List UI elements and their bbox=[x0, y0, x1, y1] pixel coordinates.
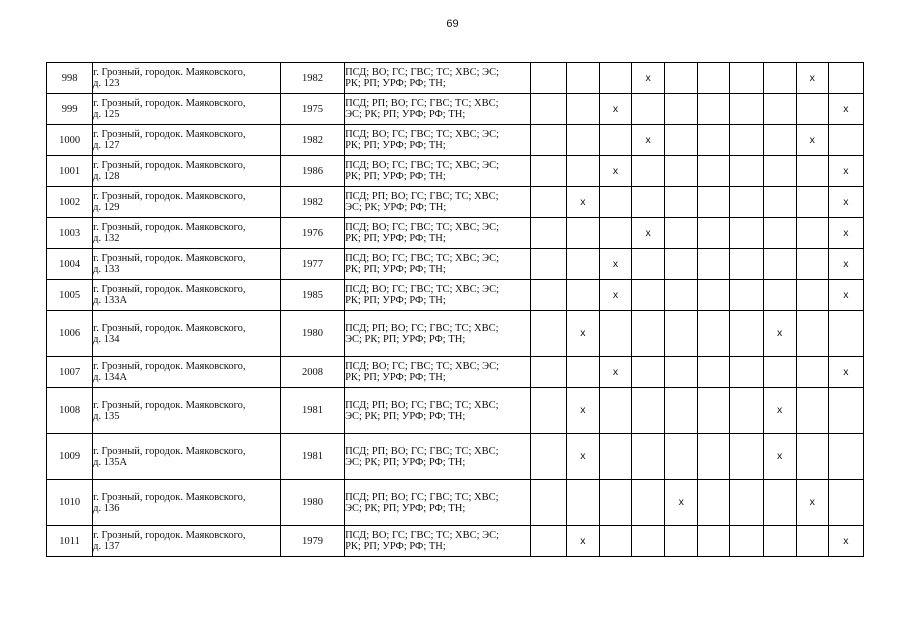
row-number-cell: 1004 bbox=[47, 249, 93, 280]
utilities-line: ЭС; РК; РП; УРФ; РФ; ТН; bbox=[345, 502, 466, 514]
row-number-cell: 1003 bbox=[47, 218, 93, 249]
address-line: д. 137 bbox=[93, 541, 120, 552]
mark-cell: х bbox=[763, 434, 796, 480]
row-number-cell: 1005 bbox=[47, 280, 93, 311]
mark-cell bbox=[665, 125, 698, 156]
utilities-line: ПСД; РП; ВО; ГС; ГВС; ТС; ХВС; bbox=[345, 98, 499, 109]
mark-cell: х bbox=[828, 280, 863, 311]
address-line: д. 134 bbox=[93, 333, 120, 345]
mark-cell bbox=[730, 311, 763, 357]
utilities-line: ПСД; РП; ВО; ГС; ГВС; ТС; ХВС; bbox=[345, 445, 499, 457]
mark-cell bbox=[632, 311, 665, 357]
mark-cell bbox=[665, 218, 698, 249]
mark-cell bbox=[763, 94, 796, 125]
mark-cell bbox=[566, 357, 599, 388]
mark-cell bbox=[566, 94, 599, 125]
mark-cell bbox=[763, 218, 796, 249]
mark-cell: х bbox=[763, 311, 796, 357]
address-cell bbox=[93, 357, 281, 388]
mark-cell bbox=[530, 526, 566, 557]
utilities-line: РК; РП; УРФ; РФ; ТН; bbox=[345, 264, 446, 275]
mark-cell bbox=[530, 249, 566, 280]
mark-cell bbox=[599, 311, 631, 357]
mark-cell bbox=[730, 280, 763, 311]
row-number-cell: 1002 bbox=[47, 187, 93, 218]
mark-cell bbox=[796, 526, 828, 557]
address-line: г. Грозный, городок. Маяковского, bbox=[93, 98, 246, 109]
mark-cell bbox=[632, 480, 665, 526]
mark-cell: х bbox=[796, 63, 828, 94]
address-line: г. Грозный, городок. Маяковского, bbox=[93, 160, 246, 171]
address-line: д. 128 bbox=[93, 171, 120, 182]
mark-cell bbox=[665, 357, 698, 388]
table-row bbox=[47, 480, 864, 526]
address-line: г. Грозный, городок. Маяковского, bbox=[93, 129, 246, 140]
utilities-line: ПСД; ВО; ГС; ГВС; ТС; ХВС; ЭС; bbox=[345, 361, 500, 372]
mark-cell: х bbox=[599, 357, 631, 388]
address-line: г. Грозный, городок. Маяковского, bbox=[93, 361, 246, 372]
mark-cell bbox=[730, 218, 763, 249]
row-number-cell: 1011 bbox=[47, 526, 93, 557]
mark-cell bbox=[763, 249, 796, 280]
mark-cell bbox=[796, 94, 828, 125]
address-line: д. 133А bbox=[93, 295, 128, 306]
year-cell: 2008 bbox=[280, 357, 344, 388]
address-cell bbox=[93, 280, 281, 311]
address-line: г. Грозный, городок. Маяковского, bbox=[93, 253, 246, 264]
year-cell: 1975 bbox=[280, 94, 344, 125]
row-number-cell: 1008 bbox=[47, 388, 93, 434]
address-line: г. Грозный, городок. Маяковского, bbox=[93, 191, 246, 202]
address-line: г. Грозный, городок. Маяковского, bbox=[93, 445, 246, 457]
address-line: д. 125 bbox=[93, 109, 120, 120]
mark-cell bbox=[530, 187, 566, 218]
mark-cell bbox=[599, 388, 631, 434]
utilities-line: ЭС; РК; УРФ; РФ; ТН; bbox=[345, 202, 447, 213]
table-row bbox=[47, 187, 864, 218]
mark-cell bbox=[828, 480, 863, 526]
utilities-line: РК; РП; УРФ; РФ; ТН; bbox=[345, 541, 446, 552]
utilities-cell bbox=[345, 94, 531, 125]
utilities-line: ПСД; РП; ВО; ГС; ГВС; ТС; ХВС; bbox=[345, 491, 499, 503]
utilities-cell bbox=[345, 187, 531, 218]
mark-cell bbox=[632, 357, 665, 388]
mark-cell bbox=[796, 249, 828, 280]
utilities-line: РК; РП; УРФ; РФ; ТН; bbox=[345, 171, 446, 182]
table-row bbox=[47, 311, 864, 357]
mark-cell: х bbox=[828, 156, 863, 187]
year-cell: 1982 bbox=[280, 125, 344, 156]
mark-cell bbox=[566, 280, 599, 311]
mark-cell bbox=[796, 187, 828, 218]
year-cell: 1977 bbox=[280, 249, 344, 280]
mark-cell bbox=[828, 63, 863, 94]
mark-cell bbox=[632, 187, 665, 218]
utilities-line: ЭС; РК; РП; УРФ; РФ; ТН; bbox=[345, 410, 466, 422]
mark-cell bbox=[665, 526, 698, 557]
mark-cell bbox=[763, 125, 796, 156]
mark-cell bbox=[632, 434, 665, 480]
mark-cell bbox=[599, 125, 631, 156]
mark-cell bbox=[665, 63, 698, 94]
page-number: 69 bbox=[446, 18, 459, 30]
mark-cell bbox=[530, 434, 566, 480]
address-cell bbox=[93, 311, 281, 357]
mark-cell bbox=[530, 388, 566, 434]
mark-cell bbox=[763, 480, 796, 526]
year-cell: 1980 bbox=[280, 311, 344, 357]
mark-cell bbox=[530, 125, 566, 156]
address-line: д. 132 bbox=[93, 233, 120, 244]
mark-cell bbox=[566, 480, 599, 526]
mark-cell bbox=[698, 218, 730, 249]
row-number-cell: 1001 bbox=[47, 156, 93, 187]
mark-cell: х bbox=[828, 526, 863, 557]
mark-cell bbox=[763, 156, 796, 187]
address-cell bbox=[93, 63, 281, 94]
mark-cell bbox=[796, 434, 828, 480]
mark-cell bbox=[730, 388, 763, 434]
mark-cell: х bbox=[566, 388, 599, 434]
utilities-line: РК; РП; УРФ; РФ; ТН; bbox=[345, 233, 446, 244]
mark-cell bbox=[698, 480, 730, 526]
utilities-cell bbox=[345, 63, 531, 94]
mark-cell bbox=[763, 280, 796, 311]
year-cell: 1981 bbox=[280, 434, 344, 480]
mark-cell bbox=[665, 434, 698, 480]
table-row bbox=[47, 249, 864, 280]
utilities-cell bbox=[345, 125, 531, 156]
utilities-cell bbox=[345, 156, 531, 187]
mark-cell bbox=[599, 480, 631, 526]
mark-cell bbox=[698, 388, 730, 434]
mark-cell bbox=[730, 125, 763, 156]
utilities-line: ПСД; ВО; ГС; ГВС; ТС; ХВС; ЭС; bbox=[345, 284, 500, 295]
mark-cell bbox=[763, 187, 796, 218]
utilities-line: ПСД; РП; ВО; ГС; ГВС; ТС; ХВС; bbox=[345, 191, 499, 202]
row-number-cell: 1007 bbox=[47, 357, 93, 388]
mark-cell bbox=[665, 156, 698, 187]
address-cell bbox=[93, 388, 281, 434]
mark-cell bbox=[530, 94, 566, 125]
mark-cell bbox=[698, 280, 730, 311]
address-line: д. 123 bbox=[93, 78, 120, 89]
address-line: г. Грозный, городок. Маяковского, bbox=[93, 399, 246, 411]
address-cell bbox=[93, 218, 281, 249]
utilities-line: ПСД; РП; ВО; ГС; ГВС; ТС; ХВС; bbox=[345, 322, 499, 334]
address-cell bbox=[93, 94, 281, 125]
mark-cell bbox=[599, 218, 631, 249]
year-cell: 1980 bbox=[280, 480, 344, 526]
mark-cell bbox=[730, 480, 763, 526]
table-row bbox=[47, 388, 864, 434]
address-line: д. 134А bbox=[93, 372, 128, 383]
mark-cell bbox=[632, 526, 665, 557]
utilities-line: ПСД; ВО; ГС; ГВС; ТС; ХВС; ЭС; bbox=[345, 67, 500, 78]
mark-cell bbox=[599, 526, 631, 557]
address-cell bbox=[93, 187, 281, 218]
mark-cell bbox=[698, 156, 730, 187]
mark-cell bbox=[796, 280, 828, 311]
mark-cell: х bbox=[632, 63, 665, 94]
mark-cell bbox=[730, 249, 763, 280]
address-line: д. 135А bbox=[93, 456, 128, 468]
utilities-cell bbox=[345, 480, 531, 526]
address-cell bbox=[93, 249, 281, 280]
address-cell bbox=[93, 156, 281, 187]
mark-cell bbox=[763, 63, 796, 94]
mark-cell: х bbox=[796, 125, 828, 156]
utilities-line: ЭС; РК; РП; УРФ; РФ; ТН; bbox=[345, 109, 466, 120]
mark-cell: х bbox=[599, 94, 631, 125]
table-row bbox=[47, 94, 864, 125]
mark-cell bbox=[730, 156, 763, 187]
mark-cell bbox=[632, 388, 665, 434]
address-cell bbox=[93, 434, 281, 480]
utilities-line: РК; РП; УРФ; РФ; ТН; bbox=[345, 140, 446, 151]
utilities-line: РК; РП; УРФ; РФ; ТН; bbox=[345, 295, 446, 306]
utilities-cell bbox=[345, 357, 531, 388]
mark-cell: х bbox=[828, 94, 863, 125]
mark-cell bbox=[530, 480, 566, 526]
utilities-line: ПСД; ВО; ГС; ГВС; ТС; ХВС; ЭС; bbox=[345, 253, 500, 264]
mark-cell bbox=[730, 63, 763, 94]
mark-cell bbox=[530, 357, 566, 388]
year-cell: 1982 bbox=[280, 187, 344, 218]
mark-cell bbox=[698, 434, 730, 480]
mark-cell bbox=[796, 156, 828, 187]
mark-cell bbox=[730, 357, 763, 388]
address-line: г. Грозный, городок. Маяковского, bbox=[93, 322, 246, 334]
mark-cell bbox=[828, 434, 863, 480]
mark-cell bbox=[763, 526, 796, 557]
mark-cell: х bbox=[599, 249, 631, 280]
table-row bbox=[47, 63, 864, 94]
mark-cell bbox=[828, 125, 863, 156]
mark-cell bbox=[566, 156, 599, 187]
utilities-cell bbox=[345, 388, 531, 434]
table-row bbox=[47, 280, 864, 311]
address-line: г. Грозный, городок. Маяковского, bbox=[93, 530, 246, 541]
mark-cell: х bbox=[599, 280, 631, 311]
mark-cell bbox=[632, 280, 665, 311]
mark-cell: х bbox=[566, 526, 599, 557]
mark-cell bbox=[632, 94, 665, 125]
row-number-cell: 998 bbox=[47, 63, 93, 94]
utilities-cell bbox=[345, 434, 531, 480]
address-cell bbox=[93, 480, 281, 526]
mark-cell bbox=[828, 388, 863, 434]
utilities-line: ЭС; РК; РП; УРФ; РФ; ТН; bbox=[345, 333, 466, 345]
utilities-line: ПСД; ВО; ГС; ГВС; ТС; ХВС; ЭС; bbox=[345, 222, 500, 233]
row-number-cell: 999 bbox=[47, 94, 93, 125]
address-line: г. Грозный, городок. Маяковского, bbox=[93, 284, 246, 295]
mark-cell bbox=[530, 218, 566, 249]
mark-cell bbox=[796, 311, 828, 357]
table-row bbox=[47, 156, 864, 187]
mark-cell bbox=[698, 311, 730, 357]
utilities-line: РК; РП; УРФ; РФ; ТН; bbox=[345, 78, 446, 89]
year-cell: 1979 bbox=[280, 526, 344, 557]
utilities-line: ПСД; ВО; ГС; ГВС; ТС; ХВС; ЭС; bbox=[345, 160, 500, 171]
address-line: г. Грозный, городок. Маяковского, bbox=[93, 222, 246, 233]
table-row bbox=[47, 218, 864, 249]
mark-cell: х bbox=[763, 388, 796, 434]
table-row bbox=[47, 125, 864, 156]
mark-cell bbox=[698, 526, 730, 557]
address-line: г. Грозный, городок. Маяковского, bbox=[93, 67, 246, 78]
mark-cell bbox=[599, 434, 631, 480]
utilities-cell bbox=[345, 526, 531, 557]
mark-cell bbox=[698, 63, 730, 94]
mark-cell bbox=[698, 357, 730, 388]
mark-cell bbox=[530, 63, 566, 94]
mark-cell bbox=[698, 249, 730, 280]
utilities-cell bbox=[345, 218, 531, 249]
mark-cell bbox=[530, 156, 566, 187]
address-line: д. 127 bbox=[93, 140, 120, 151]
row-number-cell: 1006 bbox=[47, 311, 93, 357]
mark-cell: х bbox=[796, 480, 828, 526]
address-cell bbox=[93, 125, 281, 156]
utilities-cell bbox=[345, 249, 531, 280]
address-cell bbox=[93, 526, 281, 557]
mark-cell bbox=[566, 125, 599, 156]
mark-cell bbox=[698, 94, 730, 125]
address-line: д. 135 bbox=[93, 410, 120, 422]
mark-cell bbox=[530, 280, 566, 311]
utilities-cell bbox=[345, 280, 531, 311]
year-cell: 1982 bbox=[280, 63, 344, 94]
year-cell: 1986 bbox=[280, 156, 344, 187]
mark-cell: х bbox=[632, 125, 665, 156]
address-line: г. Грозный, городок. Маяковского, bbox=[93, 491, 246, 503]
mark-cell bbox=[730, 526, 763, 557]
mark-cell: х bbox=[566, 434, 599, 480]
mark-cell bbox=[665, 94, 698, 125]
mark-cell: х bbox=[828, 187, 863, 218]
utilities-line: ПСД; ВО; ГС; ГВС; ТС; ХВС; ЭС; bbox=[345, 129, 500, 140]
mark-cell bbox=[698, 187, 730, 218]
table-row bbox=[47, 434, 864, 480]
mark-cell bbox=[665, 280, 698, 311]
mark-cell bbox=[796, 388, 828, 434]
row-number-cell: 1009 bbox=[47, 434, 93, 480]
mark-cell bbox=[665, 388, 698, 434]
mark-cell: х bbox=[828, 218, 863, 249]
address-line: д. 136 bbox=[93, 502, 120, 514]
table-body bbox=[47, 63, 864, 557]
row-number-cell: 1010 bbox=[47, 480, 93, 526]
mark-cell bbox=[665, 249, 698, 280]
year-cell: 1985 bbox=[280, 280, 344, 311]
mark-cell bbox=[665, 187, 698, 218]
mark-cell bbox=[632, 249, 665, 280]
building-registry-table bbox=[46, 62, 864, 557]
mark-cell bbox=[730, 187, 763, 218]
mark-cell bbox=[566, 249, 599, 280]
mark-cell: х bbox=[566, 311, 599, 357]
mark-cell: х bbox=[828, 357, 863, 388]
mark-cell bbox=[763, 357, 796, 388]
utilities-line: ПСД; РП; ВО; ГС; ГВС; ТС; ХВС; bbox=[345, 399, 499, 411]
mark-cell: х bbox=[599, 156, 631, 187]
table-row bbox=[47, 526, 864, 557]
row-number-cell: 1000 bbox=[47, 125, 93, 156]
address-line: д. 133 bbox=[93, 264, 120, 275]
utilities-line: ЭС; РК; РП; УРФ; РФ; ТН; bbox=[345, 456, 466, 468]
mark-cell bbox=[730, 94, 763, 125]
mark-cell: х bbox=[665, 480, 698, 526]
mark-cell bbox=[796, 218, 828, 249]
mark-cell bbox=[698, 125, 730, 156]
year-cell: 1981 bbox=[280, 388, 344, 434]
table-row bbox=[47, 357, 864, 388]
mark-cell bbox=[599, 187, 631, 218]
mark-cell bbox=[730, 434, 763, 480]
mark-cell: х bbox=[828, 249, 863, 280]
year-cell: 1976 bbox=[280, 218, 344, 249]
mark-cell bbox=[566, 218, 599, 249]
utilities-line: РК; РП; УРФ; РФ; ТН; bbox=[345, 372, 446, 383]
mark-cell: х bbox=[632, 218, 665, 249]
utilities-line: ПСД; ВО; ГС; ГВС; ТС; ХВС; ЭС; bbox=[345, 530, 500, 541]
mark-cell bbox=[796, 357, 828, 388]
utilities-cell bbox=[345, 311, 531, 357]
address-line: д. 129 bbox=[93, 202, 120, 213]
mark-cell bbox=[632, 156, 665, 187]
mark-cell bbox=[566, 63, 599, 94]
mark-cell: х bbox=[566, 187, 599, 218]
mark-cell bbox=[665, 311, 698, 357]
mark-cell bbox=[828, 311, 863, 357]
mark-cell bbox=[530, 311, 566, 357]
mark-cell bbox=[599, 63, 631, 94]
